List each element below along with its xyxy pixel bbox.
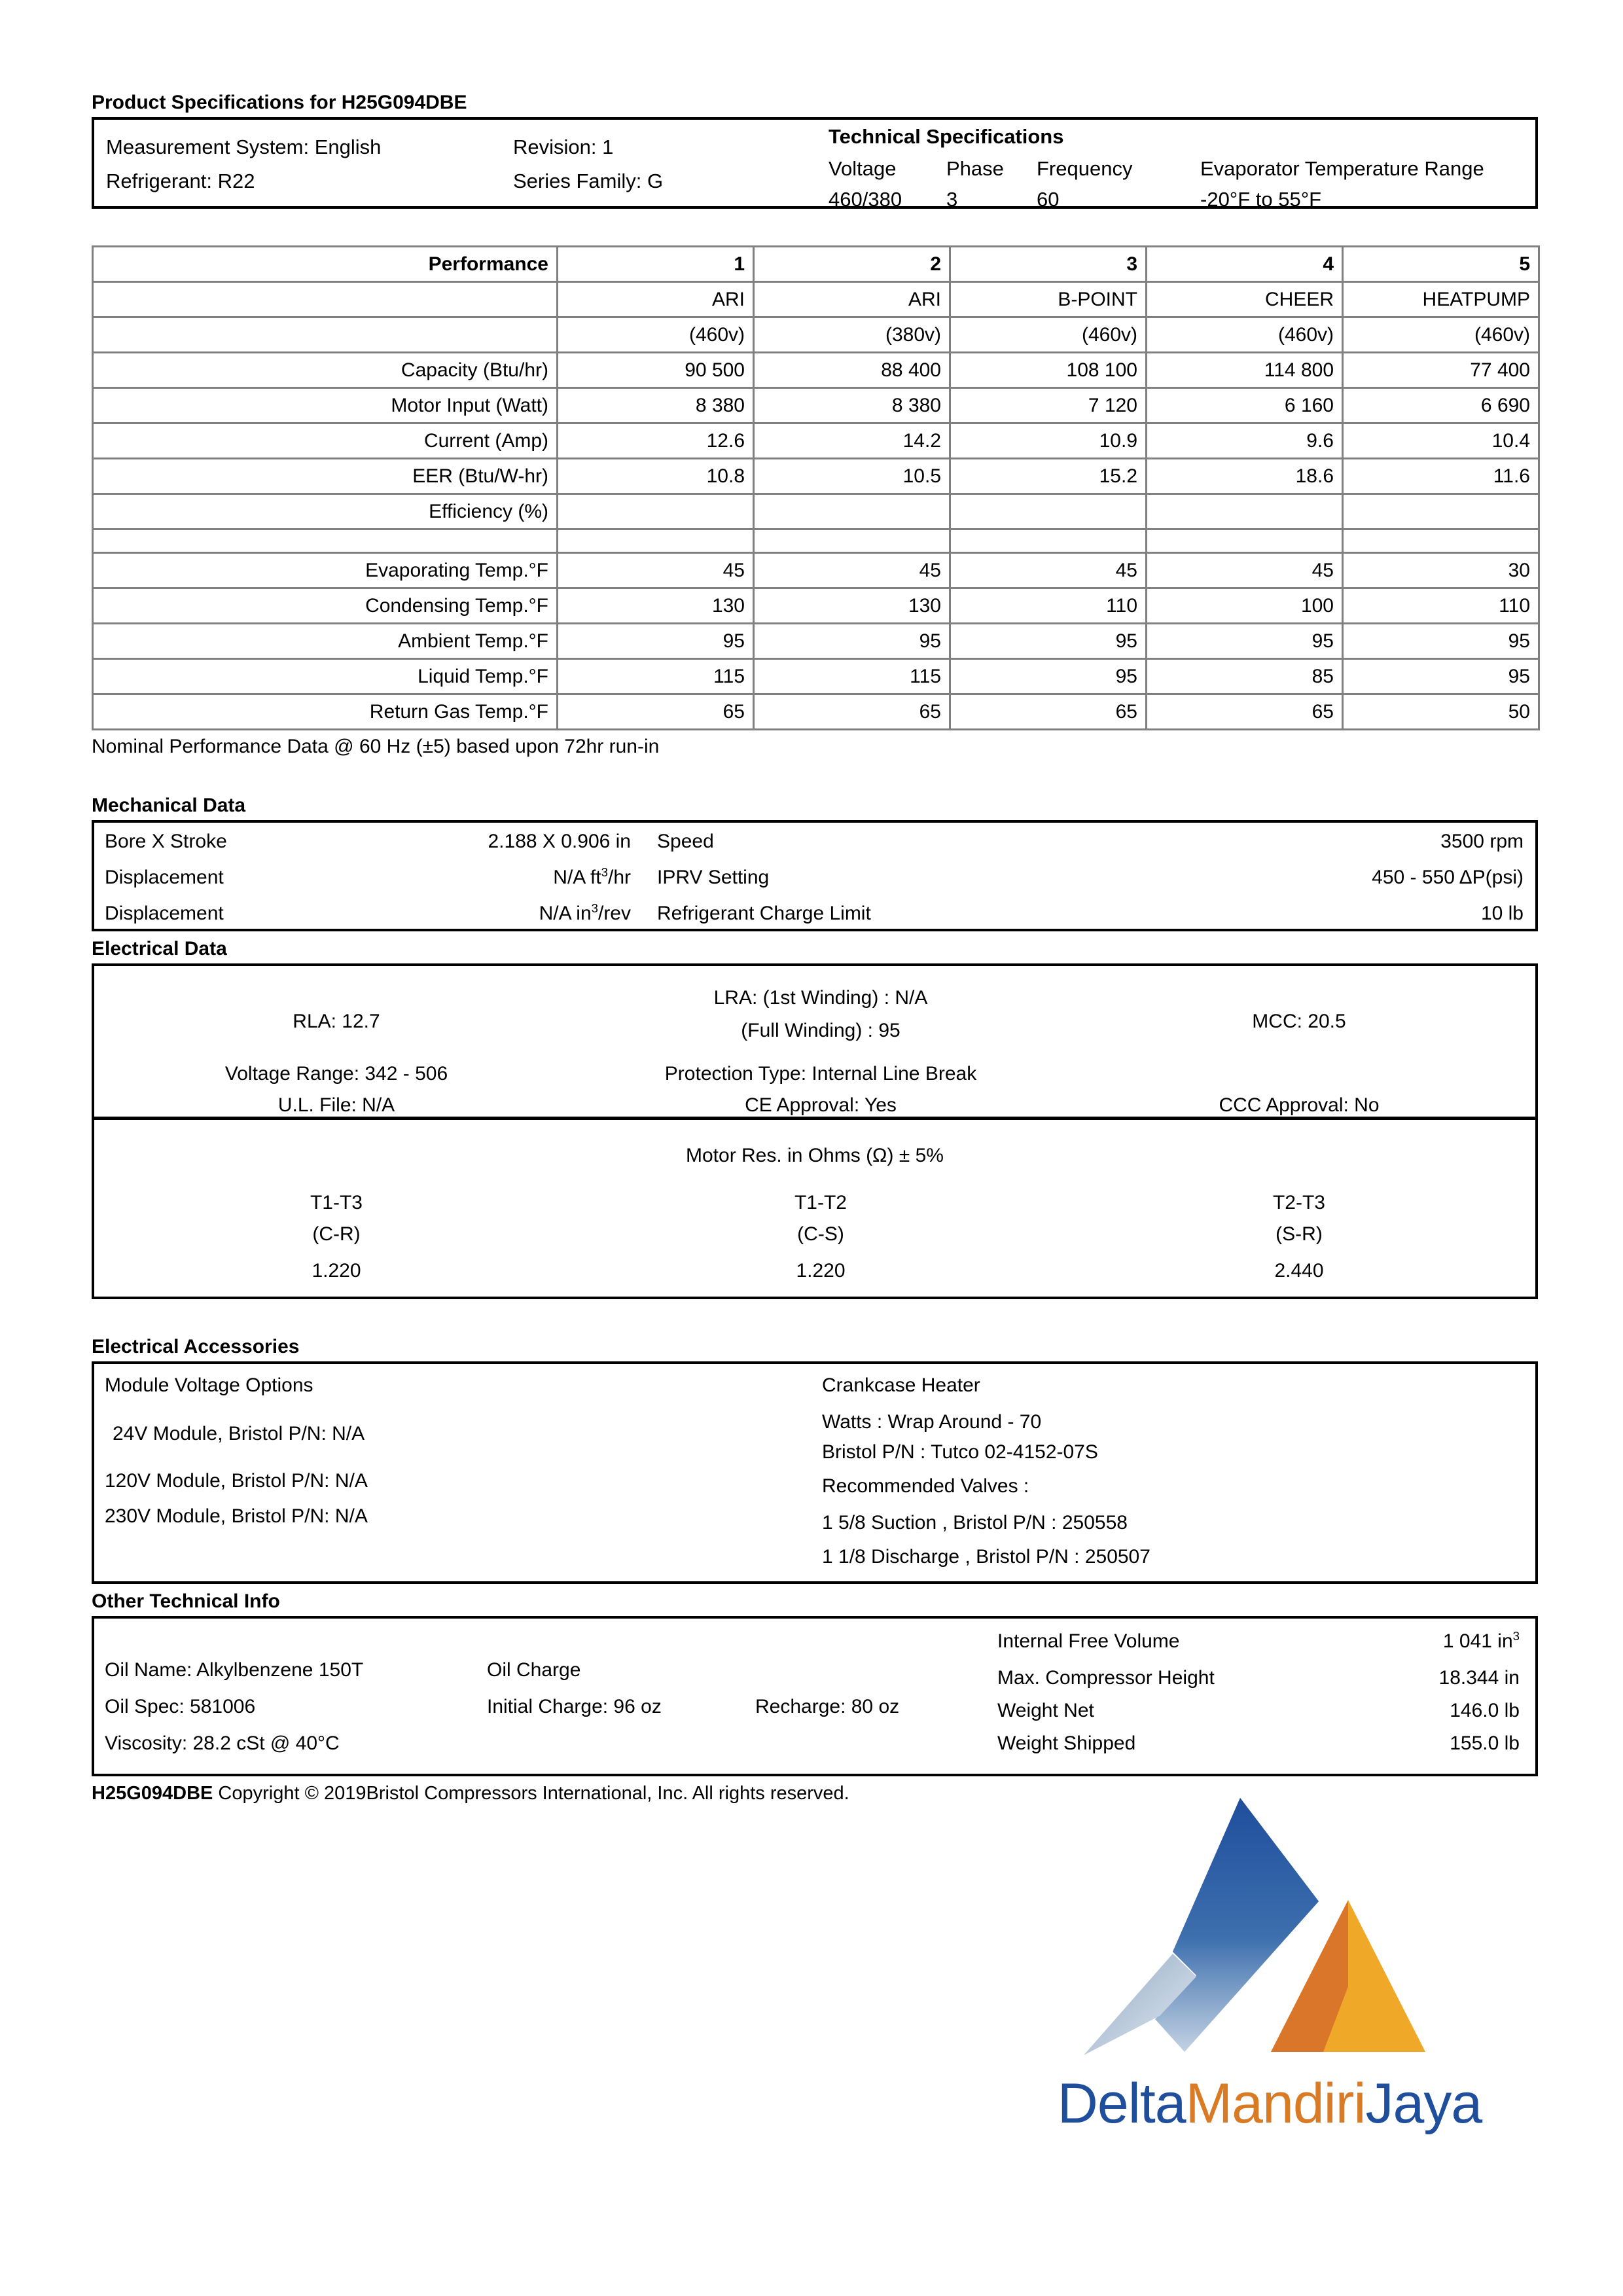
cell-value <box>1147 494 1343 529</box>
table-row <box>93 388 1539 423</box>
row-label: EER (Btu/W-hr) <box>93 459 558 494</box>
cell-value: 65 <box>1147 694 1343 730</box>
row-label: Efficiency (%) <box>93 494 558 529</box>
cell-value: 95 <box>950 624 1147 659</box>
lra-full-winding: (Full Winding) : 95 <box>741 1020 901 1041</box>
cell-value: 45 <box>950 553 1147 588</box>
bore-stroke-value: 2.188 X 0.906 in <box>488 831 631 852</box>
electrical-data-box <box>92 963 1538 1299</box>
cell-value: 95 <box>1343 624 1539 659</box>
cell-value: 95 <box>1343 659 1539 694</box>
cell-value <box>950 494 1147 529</box>
cell-value: 88 400 <box>754 353 950 388</box>
cell-value: 10.9 <box>950 423 1147 459</box>
cell-value: 95 <box>950 659 1147 694</box>
protection-type-value: Protection Type: Internal Line Break <box>664 1063 977 1085</box>
cell-value: 7 120 <box>950 388 1147 423</box>
oil-recharge: Recharge: 80 oz <box>755 1696 900 1717</box>
logo-word-mandiri: Mandiri <box>1185 2072 1366 2135</box>
cell-value: 95 <box>754 624 950 659</box>
column-voltage: (460v) <box>1343 317 1539 353</box>
cell-value: 9.6 <box>1147 423 1343 459</box>
cell-value: 100 <box>1147 588 1343 624</box>
empty-cell <box>93 529 558 553</box>
cell-value: 45 <box>558 553 754 588</box>
performance-note: Nominal Performance Data @ 60 Hz (±5) based upon 72hr run-in <box>92 736 660 757</box>
motor-resistance-section <box>94 1120 1535 1297</box>
table-row <box>93 494 1539 529</box>
empty-cell <box>558 529 754 553</box>
column-type: ARI <box>754 282 950 317</box>
cell-value: 65 <box>558 694 754 730</box>
column-voltage: (460v) <box>950 317 1147 353</box>
cell-value: 90 500 <box>558 353 754 388</box>
winding-ohms: 1.220 <box>312 1260 361 1282</box>
column-voltage: (460v) <box>558 317 754 353</box>
winding-pair: T2-T3 <box>1272 1192 1325 1213</box>
crankcase-heater-title: Crankcase Heater <box>822 1374 980 1396</box>
row-label: Condensing Temp.°F <box>93 588 558 624</box>
empty-cell <box>93 317 558 353</box>
mechanical-row-displacement-iprv <box>94 859 1535 895</box>
column-type: B-POINT <box>950 282 1147 317</box>
evaporator-range-header: Evaporator Temperature Range <box>1200 157 1484 180</box>
empty-cell <box>754 529 950 553</box>
table-row <box>93 459 1539 494</box>
column-type: HEATPUMP <box>1343 282 1539 317</box>
row-label: Capacity (Btu/hr) <box>93 353 558 388</box>
voltage-range-value: Voltage Range: 342 - 506 <box>224 1063 448 1085</box>
empty-cell <box>1343 529 1539 553</box>
oil-charge-title: Oil Charge <box>487 1659 581 1681</box>
empty-cell <box>950 529 1147 553</box>
module-24v: 24V Module, Bristol P/N: N/A <box>113 1423 365 1444</box>
cell-value: 115 <box>558 659 754 694</box>
column-type: CHEER <box>1147 282 1343 317</box>
electrical-accessories-title: Electrical Accessories <box>92 1336 300 1357</box>
voltage-value: 460/380 <box>829 188 902 211</box>
speed-label: Speed <box>657 831 714 852</box>
cell-value: 130 <box>558 588 754 624</box>
cell-value: 130 <box>754 588 950 624</box>
row-label: Current (Amp) <box>93 423 558 459</box>
series-family-label: Series Family: G <box>513 170 664 192</box>
weight-shipped-label: Weight Shipped <box>997 1732 1136 1754</box>
rla-value: RLA: 12.7 <box>293 1011 380 1032</box>
displacement-value: N/A $in^3$/rev <box>539 901 631 924</box>
cell-value: 50 <box>1343 694 1539 730</box>
ul-file-value: U.L. File: N/A <box>277 1094 395 1116</box>
cell-value: 10.4 <box>1343 423 1539 459</box>
recommended-valves-title: Recommended Valves : <box>822 1475 1029 1497</box>
company-logo <box>1021 1790 1518 2157</box>
refrigerant-charge-limit-label: Refrigerant Charge Limit <box>657 903 871 924</box>
cell-value: 95 <box>558 624 754 659</box>
other-technical-info-title: Other Technical Info <box>92 1590 280 1612</box>
measurement-system-label: Measurement System: English <box>106 135 382 158</box>
column-voltage: (460v) <box>1147 317 1343 353</box>
cell-value: 108 100 <box>950 353 1147 388</box>
performance-table <box>92 245 1540 730</box>
page-title: Product Specifications for H25G094DBE <box>92 92 467 113</box>
weight-shipped-value: 155.0 lb <box>1450 1732 1520 1754</box>
internal-free-volume-value: 1 041 $in^3$ <box>1442 1629 1520 1652</box>
cell-value: 6 690 <box>1343 388 1539 423</box>
column-number: 5 <box>1343 247 1539 282</box>
crankcase-heater-watts: Watts : Wrap Around - 70 <box>822 1411 1042 1433</box>
cell-value: 8 380 <box>754 388 950 423</box>
cell-value: 114 800 <box>1147 353 1343 388</box>
cell-value: 110 <box>1343 588 1539 624</box>
table-row <box>93 624 1539 659</box>
phase-header: Phase <box>946 157 1004 180</box>
valve-suction: 1 5/8 Suction , Bristol P/N : 250558 <box>822 1512 1128 1534</box>
other-technical-info-box <box>92 1616 1538 1776</box>
cell-value <box>558 494 754 529</box>
cell-value: 8 380 <box>558 388 754 423</box>
column-number: 2 <box>754 247 950 282</box>
oil-viscosity: Viscosity: 28.2 cSt @ 40°C <box>105 1732 340 1754</box>
cell-value <box>754 494 950 529</box>
mechanical-data-title: Mechanical Data <box>92 795 246 816</box>
mechanical-row-displacement-charge <box>94 895 1535 931</box>
displacement-label: Displacement <box>105 903 224 924</box>
mcc-value: MCC: 20.5 <box>1252 1011 1346 1032</box>
column-voltage: (380v) <box>754 317 950 353</box>
speed-value: 3500 rpm <box>1440 831 1524 852</box>
winding-pair: T1-T2 <box>794 1192 847 1213</box>
cell-value: 11.6 <box>1343 459 1539 494</box>
winding-terminals: (C-S) <box>797 1223 844 1245</box>
cell-value: 65 <box>950 694 1147 730</box>
frequency-value: 60 <box>1037 188 1060 211</box>
table-row-condition-type <box>93 282 1539 317</box>
column-number: 4 <box>1147 247 1343 282</box>
iprv-setting-label: IPRV Setting <box>657 867 770 888</box>
cell-value: 18.6 <box>1147 459 1343 494</box>
cell-value <box>1343 494 1539 529</box>
valve-discharge: 1 1/8 Discharge , Bristol P/N : 250507 <box>822 1546 1150 1568</box>
refrigerant-charge-limit-value: 10 lb <box>1480 903 1524 924</box>
cell-value: 45 <box>754 553 950 588</box>
row-label: Motor Input (Watt) <box>93 388 558 423</box>
table-row <box>93 659 1539 694</box>
bore-stroke-label: Bore X Stroke <box>105 831 227 852</box>
column-number: 3 <box>950 247 1147 282</box>
evaporator-range-value: -20°F to 55°F <box>1200 188 1322 211</box>
ccc-approval-value: CCC Approval: No <box>1219 1094 1380 1116</box>
oil-initial-charge: Initial Charge: 96 oz <box>487 1696 662 1717</box>
winding-terminals: (S-R) <box>1275 1223 1323 1245</box>
voltage-header: Voltage <box>829 157 897 180</box>
cell-value: 10.5 <box>754 459 950 494</box>
iprv-setting-value: 450 - 550 ΔP(psi) <box>1372 867 1524 888</box>
table-row <box>93 353 1539 388</box>
cell-value: 65 <box>754 694 950 730</box>
cell-value: 85 <box>1147 659 1343 694</box>
row-label: Evaporating Temp.°F <box>93 553 558 588</box>
logo-word-delta: Delta <box>1057 2072 1186 2135</box>
cell-value: 115 <box>754 659 950 694</box>
cell-value: 14.2 <box>754 423 950 459</box>
cell-value: 12.6 <box>558 423 754 459</box>
delta-mandiri-jaya-mark-icon <box>1021 1790 1518 2072</box>
cell-value: 110 <box>950 588 1147 624</box>
weight-net-value: 146.0 lb <box>1450 1700 1520 1721</box>
winding-ohms: 2.440 <box>1274 1260 1324 1282</box>
mechanical-data-box <box>92 820 1538 931</box>
logo-wordmark <box>1021 2072 1518 2136</box>
weight-net-label: Weight Net <box>997 1700 1094 1721</box>
electrical-upper-section <box>94 966 1535 1120</box>
logo-word-jaya: Jaya <box>1365 2072 1482 2135</box>
winding-ohms: 1.220 <box>796 1260 846 1282</box>
footer-model: H25G094DBE <box>92 1783 213 1804</box>
table-row <box>93 553 1539 588</box>
displacement-value: N/A $ft^3/hr$ <box>553 865 631 888</box>
cell-value: 15.2 <box>950 459 1147 494</box>
revision-label: Revision: 1 <box>513 135 614 158</box>
ce-approval-value: CE Approval: Yes <box>745 1094 897 1116</box>
lra-first-winding: LRA: (1st Winding) : N/A <box>713 987 928 1009</box>
cell-value: 10.8 <box>558 459 754 494</box>
phase-value: 3 <box>946 188 958 211</box>
displacement-label: Displacement <box>105 867 224 888</box>
module-230v: 230V Module, Bristol P/N: N/A <box>105 1505 368 1527</box>
table-row <box>93 694 1539 730</box>
mechanical-row-bore-speed <box>94 823 1535 859</box>
cell-value: 45 <box>1147 553 1343 588</box>
crankcase-heater-part-number: Bristol P/N : Tutco 02-4152-07S <box>822 1441 1098 1463</box>
internal-free-volume-label: Internal Free Volume <box>997 1630 1180 1652</box>
winding-terminals: (C-R) <box>312 1223 361 1245</box>
table-row-spacer <box>93 529 1539 553</box>
oil-spec: Oil Spec: 581006 <box>105 1696 256 1717</box>
column-type: ARI <box>558 282 754 317</box>
empty-cell <box>93 282 558 317</box>
cell-value: 6 160 <box>1147 388 1343 423</box>
electrical-data-title: Electrical Data <box>92 938 227 960</box>
cell-value: 77 400 <box>1343 353 1539 388</box>
row-label: Liquid Temp.°F <box>93 659 558 694</box>
table-row-condition-voltage <box>93 317 1539 353</box>
max-compressor-height-value: 18.344 in <box>1438 1667 1520 1689</box>
column-number: 1 <box>558 247 754 282</box>
max-compressor-height-label: Max. Compressor Height <box>997 1667 1215 1689</box>
refrigerant-label: Refrigerant: R22 <box>106 170 255 192</box>
cell-value: 30 <box>1343 553 1539 588</box>
table-row <box>93 423 1539 459</box>
header-info-box <box>92 117 1538 209</box>
table-row <box>93 588 1539 624</box>
table-row-performance-numbers <box>93 247 1539 282</box>
performance-label: Performance <box>93 247 558 282</box>
oil-name: Oil Name: Alkylbenzene 150T <box>105 1659 364 1681</box>
row-label: Ambient Temp.°F <box>93 624 558 659</box>
technical-specifications-title: Technical Specifications <box>829 125 1064 148</box>
winding-pair: T1-T3 <box>310 1192 363 1213</box>
empty-cell <box>1147 529 1343 553</box>
row-label: Return Gas Temp.°F <box>93 694 558 730</box>
footer-copyright-text: Copyright © 2019Bristol Compressors International, Inc. All rights reserved. <box>213 1783 849 1804</box>
electrical-accessories-box <box>92 1361 1538 1584</box>
motor-resistance-title: Motor Res. in Ohms (Ω) ± 5% <box>686 1145 944 1166</box>
module-voltage-options-title: Module Voltage Options <box>105 1374 313 1396</box>
module-120v: 120V Module, Bristol P/N: N/A <box>105 1470 368 1492</box>
cell-value: 95 <box>1147 624 1343 659</box>
frequency-header: Frequency <box>1037 157 1133 180</box>
